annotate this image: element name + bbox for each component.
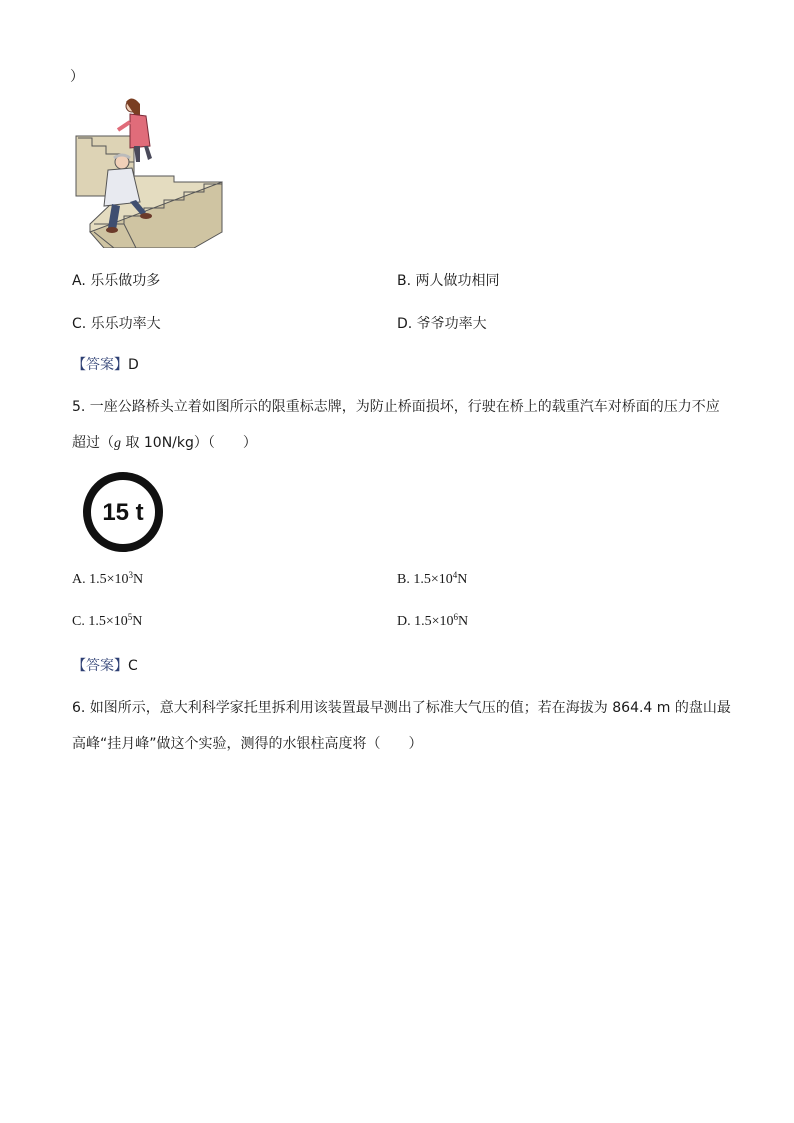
option-exponent: 3 bbox=[128, 570, 134, 580]
q5-option-b bbox=[397, 572, 467, 588]
option-unit: N bbox=[458, 614, 469, 629]
g-variable: g bbox=[114, 436, 121, 451]
staircase-figure bbox=[74, 96, 224, 248]
q4-option-a: A. 乐乐做功多 bbox=[72, 273, 161, 289]
q4-option-b: B. 两人做功相同 bbox=[397, 273, 500, 289]
option-base: 1.5×10 bbox=[413, 572, 453, 587]
option-unit: N bbox=[132, 614, 143, 629]
q5-option-d bbox=[397, 614, 468, 630]
answer-tag: 【答案】 bbox=[72, 658, 128, 674]
answer-value: D bbox=[128, 357, 139, 373]
option-base: 1.5×10 bbox=[88, 614, 128, 629]
option-label: B. bbox=[397, 572, 414, 587]
q5-answer bbox=[72, 655, 138, 675]
option-unit: N bbox=[133, 572, 144, 587]
option-label: C. bbox=[72, 614, 89, 629]
q5-text-line2 bbox=[72, 432, 257, 452]
q5-line2-suffix: 取 10N/kg）（ ） bbox=[121, 435, 257, 451]
q6-text-line2: 高峰“挂月峰”做这个实验，测得的水银柱高度将（ ） bbox=[72, 736, 423, 752]
option-exponent: 6 bbox=[453, 612, 459, 622]
staircase-illustration bbox=[74, 96, 224, 248]
option-exponent: 4 bbox=[452, 570, 458, 580]
q4-option-c: C. 乐乐功率大 bbox=[72, 316, 161, 332]
option-exponent: 5 bbox=[127, 612, 133, 622]
option-label: D. bbox=[397, 614, 415, 629]
q4-answer bbox=[72, 354, 139, 374]
weight-limit-sign bbox=[81, 470, 165, 554]
answer-value: C bbox=[128, 658, 138, 674]
q5-option-c bbox=[72, 614, 142, 630]
option-base: 1.5×10 bbox=[414, 614, 454, 629]
option-unit: N bbox=[457, 572, 468, 587]
option-base: 1.5×10 bbox=[89, 572, 129, 587]
question-4-continuation: ） bbox=[70, 69, 84, 85]
q5-text-line1: 5. 一座公路桥头立着如图所示的限重标志牌，为防止桥面损坏，行驶在桥上的载重汽车对桥面的压力不应 bbox=[72, 399, 720, 415]
q6-text-line1: 6. 如图所示，意大利科学家托里拆利用该装置最早测出了标准大气压的值；若在海拔为 864.4 m 的盘山最 bbox=[72, 700, 731, 716]
q5-line2-prefix: 超过（ bbox=[72, 435, 114, 451]
q4-option-d: D. 爷爷功率大 bbox=[397, 316, 487, 332]
answer-tag: 【答案】 bbox=[72, 357, 128, 373]
weight-limit-sign-graphic bbox=[81, 470, 165, 554]
sign-text: 15 t bbox=[102, 499, 144, 526]
option-label: A. bbox=[72, 572, 90, 587]
q5-option-a bbox=[72, 572, 143, 588]
